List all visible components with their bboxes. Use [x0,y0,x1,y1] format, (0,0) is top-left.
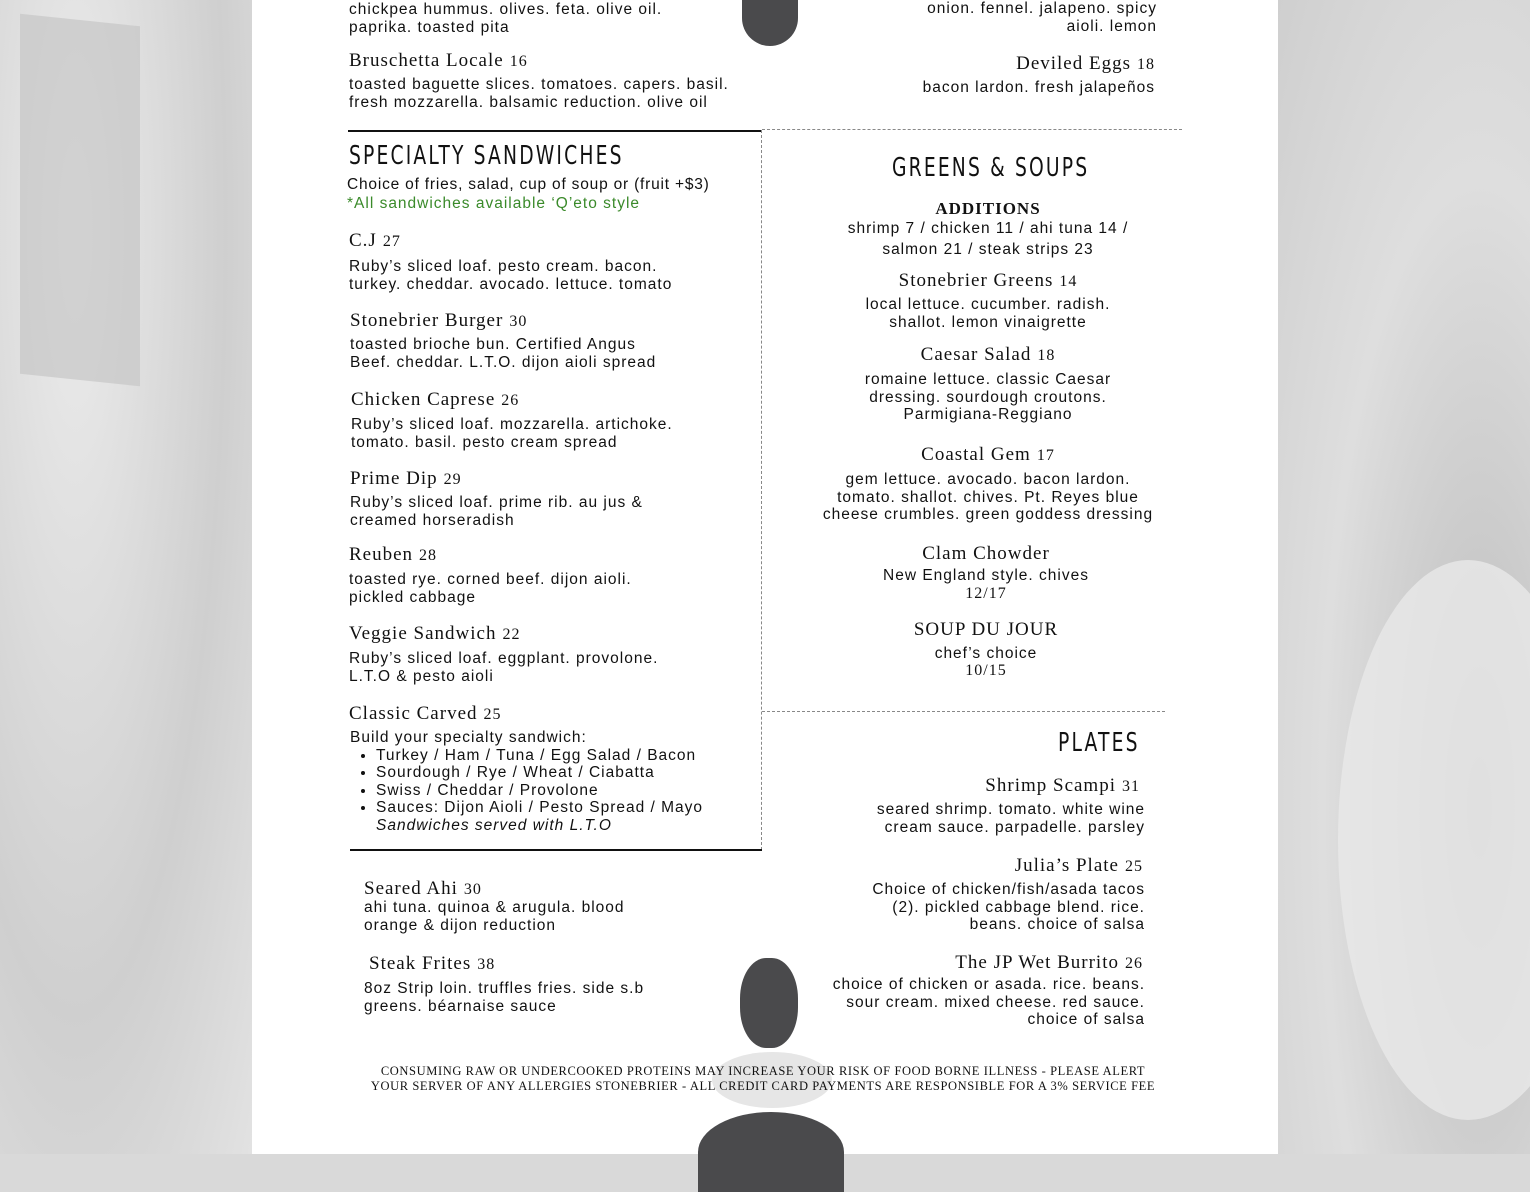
description-line: Build your specialty sandwich: [350,729,587,746]
soup-price: 10/15 [965,662,1007,679]
menu-item-title [812,775,1140,797]
description-line: tomato. shallot. chives. Pt. Reyes blue [837,488,1139,506]
item-price: 25 [1125,858,1143,875]
description-line: toasted rye. corned beef. dijon aioli. [349,571,632,588]
description-line: (2). pickled cabbage blend. rice. [892,898,1145,916]
menu-item-title [810,444,1166,466]
menu-item-title [349,230,401,252]
description-line: Ruby’s sliced loaf. eggplant. provolone. [349,650,659,667]
menu-page [252,0,1278,1154]
footer-disclaimer [332,1064,1194,1094]
description-line: romaine lettuce. classic Caesar [864,371,1112,388]
soup-price: 12/17 [965,585,1007,602]
dashed-divider-top [762,129,1182,130]
sandwich-box-top-border [348,130,762,132]
description-line: ahi tuna. quinoa & arugula. blood [364,899,625,916]
item-price: 28 [419,547,438,564]
option-item: • Swiss / Cheddar / Provolone [376,782,703,800]
menu-item-title [812,855,1143,877]
additions-list [810,218,1166,260]
description-line: onion. fennel. jalapeno. spicy [927,0,1157,17]
menu-item-title [364,878,482,900]
description-line: sour cream. mixed cheese. red sauce. [846,993,1145,1011]
menu-item-description [810,371,1166,424]
item-price: 22 [502,626,521,643]
sandwich-box-bottom-border [350,849,762,851]
item-name: Julia’s Plate [1014,855,1119,876]
item-price: 18 [1137,56,1155,73]
description-line: shallot. lemon vinaigrette [889,313,1087,331]
description-line: dressing. sourdough croutons. [869,388,1107,406]
description-line: beans. choice of salsa [969,916,1145,933]
description-line: creamed horseradish [350,511,515,529]
description-line: salmon 21 / steak strips 23 [882,241,1094,258]
soup-title: SOUP DU JOUR [913,619,1059,640]
menu-item-description [349,76,729,111]
dashed-divider-vertical [761,130,762,850]
menu-item-description [351,416,673,451]
item-name: Deviled Eggs [1016,53,1131,74]
option-list [350,747,703,817]
background-plate [1338,560,1530,1120]
description-line: Ruby’s sliced loaf. prime rib. au jus & [350,494,643,511]
item-price: 18 [1037,347,1056,364]
menu-item-description [800,471,1176,524]
description-line: toasted brioche bun. Certified Angus [350,336,636,353]
item-name: Coastal Gem [921,444,1031,465]
menu-item-description [364,899,625,934]
description-line: seared shrimp. tomato. white wine [876,801,1145,818]
hummus-description [349,1,662,36]
menu-item-title [852,53,1155,75]
description-line: gem lettuce. avocado. bacon lardon. [845,471,1131,488]
item-price: 26 [501,392,520,409]
menu-item-title [349,623,520,645]
description-line: greens. béarnaise sauce [364,997,557,1015]
item-name: The JP Wet Burrito [955,952,1119,973]
decorative-stone-bottom [698,1112,844,1192]
item-price: 26 [1125,955,1143,972]
section-heading-sandwiches: SPECIALTY SANDWICHES [349,141,624,171]
soup-description: chef’s choice [934,645,1038,662]
background-photo-right [1278,0,1530,1154]
description-line: choice of chicken or asada. rice. beans. [832,976,1145,993]
item-price: 30 [463,881,482,898]
item-price: 17 [1036,447,1055,464]
item-name: Veggie Sandwich [349,623,497,644]
menu-item-title [350,310,527,332]
description-line: cream sauce. parpadelle. parsley [884,818,1145,836]
description-line: bacon lardon. fresh jalapeños [922,79,1155,96]
menu-item-description [810,296,1166,331]
menu-item-description [349,258,672,293]
item-price: 29 [443,471,462,488]
menu-item-description [349,571,632,606]
menu-item-title [369,953,495,975]
menu-item-title [812,952,1143,974]
menu-item-title [349,50,528,72]
option-item: • Sourdough / Rye / Wheat / Ciabatta [376,764,703,782]
item-name: Caesar Salad [920,344,1032,365]
description-line: 8oz Strip loin. truffles fries. side s.b [364,980,645,997]
item-name: Stonebrier Greens [898,270,1054,291]
item-price: 30 [509,313,528,330]
menu-item-title [349,703,502,725]
menu-item-description [350,494,643,529]
item-name: Bruschetta Locale [349,50,504,71]
item-price: 31 [1122,778,1140,795]
soup-title: Clam Chowder [922,543,1050,564]
description-line: turkey. cheddar. avocado. lettuce. tomato [349,275,673,293]
decorative-stone-top [742,0,798,46]
item-name: Shrimp Scampi [985,775,1116,796]
description-line: Ruby’s sliced loaf. mozzarella. artichoke. [351,416,673,433]
description-line: Parmigiana-Reggiano [903,406,1073,423]
menu-item-title [349,544,437,566]
menu-item-description [852,79,1155,97]
menu-item-description [812,801,1145,836]
description-line: local lettuce. cucumber. radish. [865,296,1111,313]
description-line: L.T.O & pesto aioli [349,667,494,685]
menu-item-description [364,980,644,1015]
section-heading-greens: GREENS & SOUPS [892,153,1090,183]
disclaimer-line: CONSUMING RAW OR UNDERCOOKED PROTEINS MAY INCREASE YOUR RISK OF FOOD BORNE ILLNESS - PLEASE ALERT [380,1064,1146,1078]
description-line: paprika. toasted pita [349,18,510,36]
item-name: Stonebrier Burger [350,310,504,331]
menu-item-description [349,650,658,685]
sandwich-note: *All sandwiches available ‘Q’eto style [347,195,641,212]
disclaimer-line: YOUR SERVER OF ANY ALLERGIES STONEBRIER - ALL CREDIT CARD PAYMENTS ARE RESPONSIBLE FOR A 3% SERVICE FEE [370,1079,1156,1093]
dashed-divider-plates [762,711,1165,712]
item-name: Chicken Caprese [351,389,496,410]
item-name: Reuben [349,544,414,565]
decorative-stone-middle [740,958,798,1048]
menu-item-title [351,389,519,411]
item-price: 14 [1059,273,1078,290]
menu-item-description [792,976,1145,1029]
sandwich-subtitle: Choice of fries, salad, cup of soup or (fruit +$3) [347,176,710,193]
served-note: Sandwiches served with L.T.O [376,816,612,834]
background-shape [20,14,140,387]
section-heading-plates: PLATES [1058,728,1140,758]
additions-title: ADDITIONS [935,199,1041,218]
description-line: Beef. cheddar. L.T.O. dijon aioli spread [350,353,657,371]
description-line: shrimp 7 / chicken 11 / ahi tuna 14 / [847,220,1129,237]
description-line: choice of salsa [1027,1011,1145,1028]
background-photo-left [0,0,252,1154]
menu-item-description [812,881,1145,934]
item-name: C.J [349,230,377,251]
description-line: chickpea hummus. olives. feta. olive oil. [349,1,663,18]
description-line: orange & dijon reduction [364,916,557,934]
menu-item-title [350,468,462,490]
description-line: cheese crumbles. green goddess dressing [822,506,1154,523]
item-name: Seared Ahi [364,878,458,899]
top-right-description [852,0,1157,35]
item-name: Steak Frites [369,953,472,974]
menu-item-description [350,336,656,371]
option-item: • Sauces: Dijon Aioli / Pesto Spread / Mayo [376,799,703,817]
soup-description: New England style. chives [883,567,1089,584]
item-price: 27 [382,233,401,250]
description-line: pickled cabbage [349,588,477,606]
description-line: aioli. lemon [1066,17,1157,35]
description-line: fresh mozzarella. balsamic reduction. olive oil [349,93,708,111]
item-name: Prime Dip [350,468,438,489]
classic-carved-description [350,729,703,834]
description-line: Choice of chicken/fish/asada tacos [872,881,1145,898]
description-line: toasted baguette slices. tomatoes. capers. basil. [349,76,729,93]
item-price: 25 [483,706,502,723]
menu-item-title [810,270,1166,292]
option-item: • Turkey / Ham / Tuna / Egg Salad / Bacon [376,747,703,765]
description-line: Ruby’s sliced loaf. pesto cream. bacon. [349,258,658,275]
description-line: tomato. basil. pesto cream spread [351,433,618,451]
item-name: Classic Carved [349,703,478,724]
item-price: 16 [509,53,528,70]
menu-item-title [810,344,1166,366]
item-price: 38 [477,956,496,973]
